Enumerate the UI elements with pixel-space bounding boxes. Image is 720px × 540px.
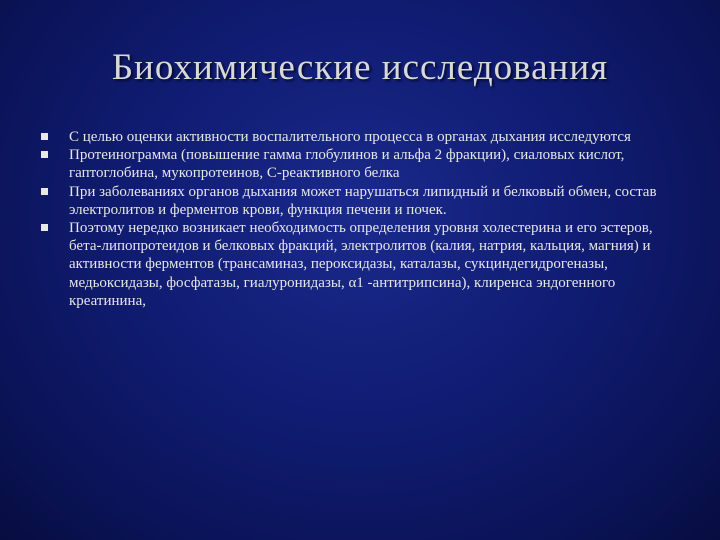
bullet-list: [40, 128, 680, 310]
bullet-text: С целью оценки активности воспалительного процесса в органах дыхания исследуются: [69, 129, 631, 145]
bullet-text: При заболеваниях органов дыхания может нарушаться липидный и белковый обмен, состав электролитов и ферментов крови, функция печени и почек.: [69, 183, 657, 218]
bullet-text: Протеинограмма (повышение гамма глобулинов и альфа 2 фракции), сиаловых кислот, гаптоглобина, мукопротеинов, С-реактивного белка: [69, 147, 625, 182]
slide-title: Биохимические исследования: [111, 47, 609, 88]
bullet-item: [40, 146, 680, 182]
square-bullet-icon: [41, 224, 48, 231]
square-bullet-icon: [41, 151, 48, 158]
bullet-item: [40, 128, 680, 146]
square-bullet-icon: [41, 133, 48, 140]
bullet-item: [40, 219, 680, 310]
bullet-text: Поэтому нередко возникает необходимость определения уровня холестерина и его эстеров, бета-липопротеидов и белковых фракций, электролитов (калия, натрия, кальция, магния) и активности ферментов (трансаминаз, пероксидазы, каталазы, сукциндегидрогеназы, медьоксидазы, фосфатазы, гиалуронидазы, α1 -антитрипсина), клиренса эндогенного креатинина,: [69, 220, 653, 309]
square-bullet-icon: [41, 188, 48, 195]
bullet-item: [40, 183, 680, 219]
